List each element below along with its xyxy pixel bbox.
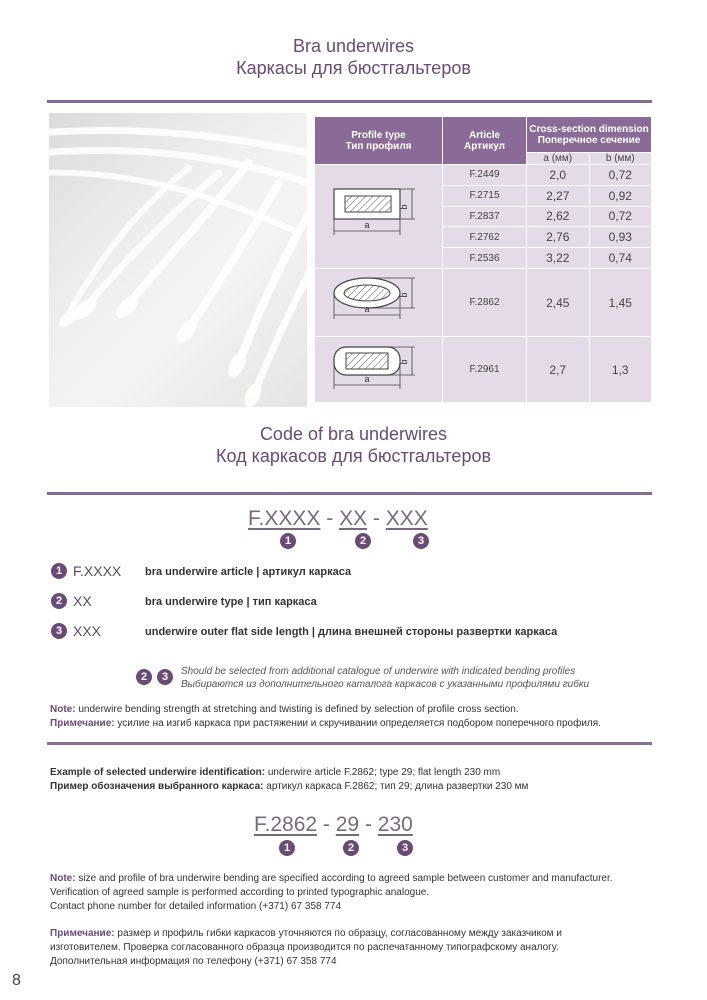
footer-en-3: Contact phone number for detailed information (+371) 67 358 774 bbox=[50, 901, 342, 912]
code-title-en: Code of bra underwires bbox=[259, 424, 448, 444]
value-a-cell: 2,45 bbox=[527, 269, 590, 337]
cross-section-table bbox=[314, 116, 652, 403]
footer-note-en bbox=[50, 872, 670, 914]
dim-a-label: a bbox=[363, 304, 370, 314]
article-cell: F.2449 bbox=[443, 165, 527, 186]
example-badge-1: 1 bbox=[279, 840, 295, 856]
example-label-en: Example of selected underwire identification: bbox=[50, 767, 266, 778]
footer-en-2: Verification of agreed sample is performed according to printed typographic analogue. bbox=[50, 887, 430, 898]
value-b-cell: 1,45 bbox=[589, 269, 652, 337]
rounded-profile-cell bbox=[315, 337, 443, 403]
article-cell: F.2837 bbox=[443, 206, 527, 227]
example-code bbox=[254, 813, 413, 837]
header-profile-en: Profile type bbox=[351, 129, 406, 141]
legend-code-1: F.XXXX bbox=[73, 563, 122, 579]
value-a-cell: 3,22 bbox=[527, 248, 590, 269]
header-cross-en: Cross-section dimension bbox=[529, 123, 649, 135]
footer-ru-1: размер и профиль гибки каркасов уточняются по образцу, согласованному между заказчиком и bbox=[117, 928, 562, 939]
oval-profile-drawing bbox=[319, 269, 439, 333]
dim-a-label: a bbox=[363, 220, 370, 230]
rect-profile-cell bbox=[315, 165, 443, 269]
value-a-cell: 2,0 bbox=[527, 165, 590, 186]
article-cell: F.2961 bbox=[443, 337, 527, 403]
value-b-cell: 0,74 bbox=[589, 248, 652, 269]
header-article-ru: Артикул bbox=[463, 140, 506, 152]
code-part-2: XX bbox=[339, 507, 368, 530]
example-label-ru: Пример обозначения выбранного каркаса: bbox=[50, 781, 264, 792]
example-badge-2: 2 bbox=[343, 840, 359, 856]
example-dash: - bbox=[364, 813, 372, 836]
title-ru: Каркасы для бюстгальтеров bbox=[236, 58, 471, 78]
code-part-1: F.XXXX bbox=[248, 507, 321, 530]
example-text bbox=[50, 766, 660, 794]
header-cross-ru: Поперечное сечение bbox=[537, 134, 641, 146]
legend-badge-1: 1 bbox=[51, 563, 67, 579]
legend-desc-1: bra underwire article | артикул каркаса bbox=[145, 566, 352, 578]
footer-label-en: Note: bbox=[50, 873, 76, 884]
selection-note bbox=[181, 665, 589, 691]
number-badge-1: 1 bbox=[280, 533, 296, 549]
legend-desc-3: underwire outer flat side length | длина внешней стороны развертки каркаса bbox=[145, 626, 558, 638]
legend-desc-2: bra underwire type | тип каркаса bbox=[145, 596, 317, 608]
example-part-3: 230 bbox=[377, 813, 413, 836]
example-text-en: underwire article F.2862; type 29; flat length 230 mm bbox=[267, 767, 501, 778]
value-b-cell: 1,3 bbox=[589, 337, 652, 403]
footer-label-ru: Примечание: bbox=[50, 928, 115, 939]
dim-b-label: b bbox=[398, 292, 409, 298]
legend-badge-3: 3 bbox=[51, 623, 67, 639]
number-badge-2: 2 bbox=[355, 533, 371, 549]
selection-note-en: Should be selected from additional catalogue of underwire with indicated bending profiles bbox=[181, 666, 576, 677]
value-b-cell: 0,72 bbox=[589, 206, 652, 227]
code-dash: - bbox=[326, 507, 334, 530]
example-part-1: F.2862 bbox=[254, 813, 318, 836]
dim-b-label: b bbox=[398, 359, 409, 365]
value-b-cell: 0,92 bbox=[589, 185, 652, 206]
footer-note-ru bbox=[50, 927, 670, 969]
table-row bbox=[315, 165, 652, 186]
table-row bbox=[315, 337, 652, 403]
rounded-profile-drawing bbox=[319, 337, 439, 399]
table-row bbox=[315, 269, 652, 337]
code-divider bbox=[47, 492, 652, 495]
code-dash: - bbox=[372, 507, 380, 530]
legend-code-2: XX bbox=[73, 593, 92, 609]
footer-ru-2: изготовителем. Проверка согласованного образца производится по распечатанному типографскому аналогу. bbox=[50, 942, 559, 953]
number-badge-3: 3 bbox=[413, 533, 429, 549]
code-pattern bbox=[248, 507, 428, 531]
value-b-cell: 0,93 bbox=[589, 227, 652, 248]
footer-ru-3: Дополнительная информация по телефону (+371) 67 358 774 bbox=[50, 956, 337, 967]
code-part-3: XXX bbox=[385, 507, 428, 530]
code-title-ru: Код каркасов для бюстгальтеров bbox=[215, 446, 492, 466]
header-article-en: Article bbox=[468, 129, 501, 141]
page-number: 8 bbox=[12, 972, 21, 989]
bending-note bbox=[50, 703, 660, 731]
dim-a-label: a bbox=[363, 374, 370, 384]
oval-profile-cell bbox=[315, 269, 443, 337]
note-label-en: Note: bbox=[50, 704, 76, 715]
rect-profile-drawing bbox=[319, 165, 439, 265]
note-badge-2: 2 bbox=[136, 669, 152, 685]
value-a-cell: 2,7 bbox=[527, 337, 590, 403]
example-part-2: 29 bbox=[335, 813, 360, 836]
value-b-cell: 0,72 bbox=[589, 165, 652, 186]
example-dash: - bbox=[322, 813, 330, 836]
note-label-ru: Примечание: bbox=[50, 718, 115, 729]
top-divider bbox=[47, 100, 652, 103]
example-text-ru: артикул каркаса F.2862; тип 29; длина развертки 230 мм bbox=[266, 781, 529, 792]
selection-note-ru: Выбираются из дополнительного каталога каркасов с указанными профилями гибки bbox=[181, 679, 590, 690]
legend-badge-2: 2 bbox=[51, 593, 67, 609]
underwire-photo bbox=[49, 113, 307, 407]
sub-header-a: a (мм) bbox=[527, 153, 590, 165]
example-divider bbox=[47, 742, 652, 745]
legend-code-3: XXX bbox=[73, 623, 102, 639]
article-cell: F.2762 bbox=[443, 227, 527, 248]
value-a-cell: 2,62 bbox=[527, 206, 590, 227]
footer-en-1: size and profile of bra underwire bending are specified according to agreed sample between customer and manufacturer. bbox=[78, 873, 613, 884]
sub-header-b: b (мм) bbox=[589, 153, 652, 165]
header-profile-ru: Тип профиля bbox=[345, 140, 412, 152]
note-badge-3: 3 bbox=[157, 669, 173, 685]
dim-b-label: b bbox=[398, 204, 409, 210]
article-cell: F.2862 bbox=[443, 269, 527, 337]
header-article bbox=[443, 117, 527, 165]
note-text-ru: усилие на изгиб каркаса при растяжении и скручивании определяется подбором поперечного профиля. bbox=[117, 718, 601, 729]
example-badge-3: 3 bbox=[397, 840, 413, 856]
title-en: Bra underwires bbox=[292, 36, 415, 56]
header-cross-section bbox=[527, 117, 652, 153]
article-cell: F.2715 bbox=[443, 185, 527, 206]
value-a-cell: 2,27 bbox=[527, 185, 590, 206]
article-cell: F.2536 bbox=[443, 248, 527, 269]
header-profile-type bbox=[315, 117, 443, 165]
note-text-en: underwire bending strength at stretching and twisting is defined by selection of profile cross section. bbox=[78, 704, 519, 715]
value-a-cell: 2,76 bbox=[527, 227, 590, 248]
